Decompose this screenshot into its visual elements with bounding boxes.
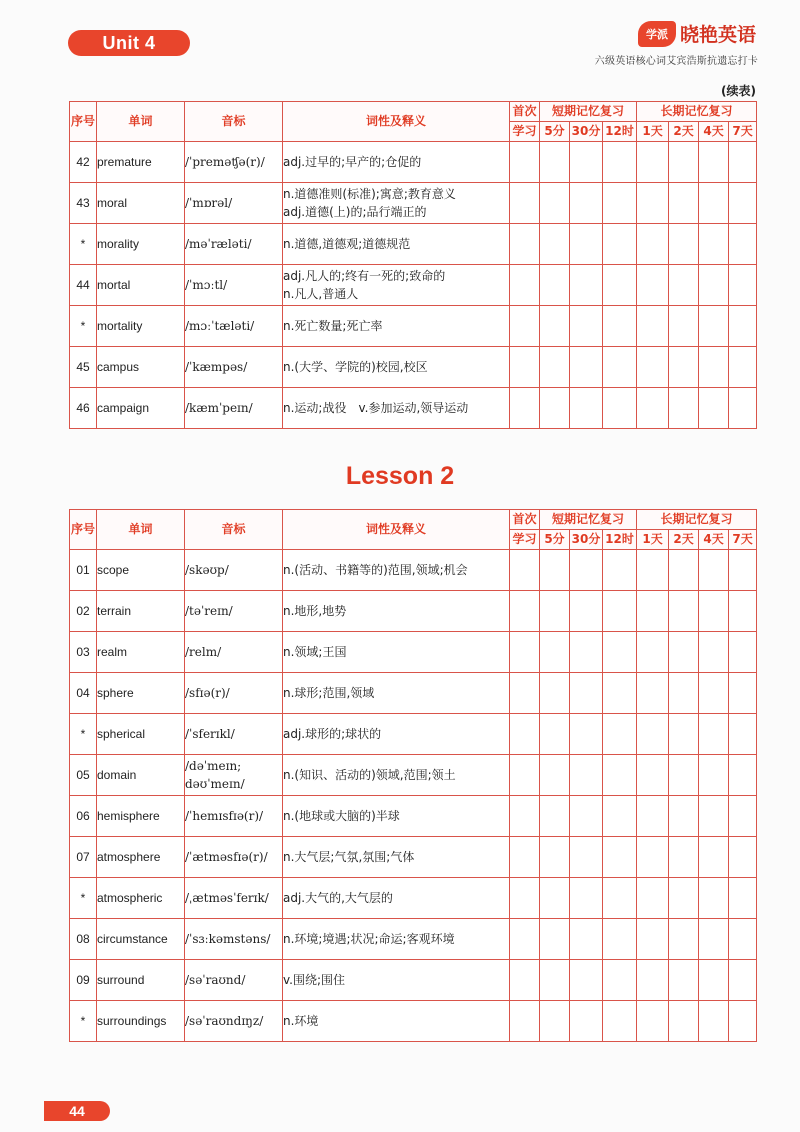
review-checkbox-cell[interactable] — [699, 714, 729, 755]
row-phonetic: /ˌætməsˈferɪk/ — [185, 878, 283, 919]
review-checkbox-cell[interactable] — [540, 142, 570, 183]
row-number: 45 — [70, 347, 97, 388]
review-checkbox-cell[interactable] — [540, 878, 570, 919]
table-row — [70, 878, 757, 919]
table-row — [70, 632, 757, 673]
review-checkbox-cell[interactable] — [570, 183, 603, 224]
review-checkbox-cell[interactable] — [699, 550, 729, 591]
row-definition: n.球形;范围,领域 — [283, 673, 510, 714]
review-checkbox-cell[interactable] — [729, 550, 757, 591]
row-definition: n.(地球或大脑的)半球 — [283, 796, 510, 837]
header-interval: 30分 — [570, 530, 603, 550]
review-checkbox-cell[interactable] — [637, 388, 669, 429]
row-word: premature — [97, 142, 185, 183]
review-checkbox-cell[interactable] — [603, 388, 637, 429]
review-checkbox-cell[interactable] — [699, 919, 729, 960]
row-word: sphere — [97, 673, 185, 714]
table-row — [70, 960, 757, 1001]
review-checkbox-cell[interactable] — [510, 714, 540, 755]
row-number: 43 — [70, 183, 97, 224]
header-interval: 5分 — [540, 122, 570, 142]
header-interval: 2天 — [669, 530, 699, 550]
review-checkbox-cell[interactable] — [669, 347, 699, 388]
review-checkbox-cell[interactable] — [603, 632, 637, 673]
review-checkbox-cell[interactable] — [510, 388, 540, 429]
vocab-table-2 — [69, 509, 757, 1042]
review-checkbox-cell[interactable] — [570, 591, 603, 632]
review-checkbox-cell[interactable] — [729, 632, 757, 673]
review-checkbox-cell[interactable] — [570, 632, 603, 673]
row-number: 03 — [70, 632, 97, 673]
row-number: 06 — [70, 796, 97, 837]
row-number: 05 — [70, 755, 97, 796]
row-word: campaign — [97, 388, 185, 429]
review-checkbox-cell[interactable] — [603, 960, 637, 1001]
review-checkbox-cell[interactable] — [669, 550, 699, 591]
review-checkbox-cell[interactable] — [570, 673, 603, 714]
review-checkbox-cell[interactable] — [540, 591, 570, 632]
row-phonetic: /təˈreɪn/ — [185, 591, 283, 632]
row-word: terrain — [97, 591, 185, 632]
row-phonetic: /ˈmɒrəl/ — [185, 183, 283, 224]
table-row — [70, 550, 757, 591]
header-short-term: 短期记忆复习 — [540, 510, 637, 530]
header-definition: 词性及释义 — [283, 102, 510, 142]
review-checkbox-cell[interactable] — [603, 306, 637, 347]
row-number: * — [70, 714, 97, 755]
review-checkbox-cell[interactable] — [540, 755, 570, 796]
review-checkbox-cell[interactable] — [699, 224, 729, 265]
review-checkbox-cell[interactable] — [669, 919, 699, 960]
header-long-term: 长期记忆复习 — [637, 510, 757, 530]
review-checkbox-cell[interactable] — [699, 878, 729, 919]
review-checkbox-cell[interactable] — [510, 183, 540, 224]
brand — [638, 20, 756, 47]
header-word: 单词 — [97, 510, 185, 550]
review-checkbox-cell[interactable] — [540, 960, 570, 1001]
row-phonetic: /ˈhemɪsfɪə(r)/ — [185, 796, 283, 837]
review-checkbox-cell[interactable] — [510, 1001, 540, 1042]
review-checkbox-cell[interactable] — [510, 306, 540, 347]
review-checkbox-cell[interactable] — [729, 837, 757, 878]
review-checkbox-cell[interactable] — [729, 388, 757, 429]
header-short-term: 短期记忆复习 — [540, 102, 637, 122]
header-interval: 12时 — [603, 122, 637, 142]
row-phonetic: /ˈkæmpəs/ — [185, 347, 283, 388]
row-number: 44 — [70, 265, 97, 306]
review-checkbox-cell[interactable] — [510, 347, 540, 388]
review-checkbox-cell[interactable] — [669, 265, 699, 306]
review-checkbox-cell[interactable] — [603, 673, 637, 714]
review-checkbox-cell[interactable] — [570, 388, 603, 429]
header-definition: 词性及释义 — [283, 510, 510, 550]
row-phonetic: /relm/ — [185, 632, 283, 673]
review-checkbox-cell[interactable] — [699, 347, 729, 388]
row-definition: v.围绕;围住 — [283, 960, 510, 1001]
review-checkbox-cell[interactable] — [699, 183, 729, 224]
review-checkbox-cell[interactable] — [699, 306, 729, 347]
continued-label: (续表) — [721, 84, 756, 98]
review-checkbox-cell[interactable] — [669, 306, 699, 347]
review-checkbox-cell[interactable] — [570, 142, 603, 183]
header-first-study-bottom: 学习 — [510, 530, 540, 550]
row-definition: adj.球形的;球状的 — [283, 714, 510, 755]
review-checkbox-cell[interactable] — [729, 142, 757, 183]
review-checkbox-cell[interactable] — [570, 347, 603, 388]
review-checkbox-cell[interactable] — [540, 265, 570, 306]
review-checkbox-cell[interactable] — [540, 673, 570, 714]
table-row — [70, 265, 757, 306]
review-checkbox-cell[interactable] — [637, 632, 669, 673]
review-checkbox-cell[interactable] — [699, 796, 729, 837]
review-checkbox-cell[interactable] — [669, 142, 699, 183]
lesson-title: Lesson 2 — [345, 462, 455, 490]
header-num: 序号 — [70, 102, 97, 142]
review-checkbox-cell[interactable] — [570, 714, 603, 755]
row-definition: n.死亡数量;死亡率 — [283, 306, 510, 347]
row-phonetic: /səˈraʊnd/ — [185, 960, 283, 1001]
review-checkbox-cell[interactable] — [669, 388, 699, 429]
review-checkbox-cell[interactable] — [637, 142, 669, 183]
review-checkbox-cell[interactable] — [540, 388, 570, 429]
row-phonetic: /skəʊp/ — [185, 550, 283, 591]
row-definition: adj.过早的;早产的;仓促的 — [283, 142, 510, 183]
review-checkbox-cell[interactable] — [669, 591, 699, 632]
review-checkbox-cell[interactable] — [669, 837, 699, 878]
row-definition: n.环境 — [283, 1001, 510, 1042]
review-checkbox-cell[interactable] — [669, 714, 699, 755]
row-phonetic: /ˈsɜːkəmstəns/ — [185, 919, 283, 960]
row-definition: n.领域;王国 — [283, 632, 510, 673]
header-interval: 12时 — [603, 530, 637, 550]
review-checkbox-cell[interactable] — [729, 960, 757, 1001]
review-checkbox-cell[interactable] — [540, 347, 570, 388]
review-checkbox-cell[interactable] — [510, 265, 540, 306]
review-checkbox-cell[interactable] — [729, 919, 757, 960]
review-checkbox-cell[interactable] — [510, 837, 540, 878]
review-checkbox-cell[interactable] — [637, 224, 669, 265]
row-word: realm — [97, 632, 185, 673]
row-definition: n.道德,道德观;道德规范 — [283, 224, 510, 265]
review-checkbox-cell[interactable] — [637, 714, 669, 755]
row-number: 01 — [70, 550, 97, 591]
row-word: scope — [97, 550, 185, 591]
review-checkbox-cell[interactable] — [729, 183, 757, 224]
row-word: mortal — [97, 265, 185, 306]
row-definition: adj.凡人的;终有一死的;致命的 n.凡人,普通人 — [283, 265, 510, 306]
row-definition: n.(大学、学院的)校园,校区 — [283, 347, 510, 388]
table-row — [70, 714, 757, 755]
review-checkbox-cell[interactable] — [637, 919, 669, 960]
row-word: atmospheric — [97, 878, 185, 919]
row-phonetic: /sfɪə(r)/ — [185, 673, 283, 714]
review-checkbox-cell[interactable] — [729, 1001, 757, 1042]
review-checkbox-cell[interactable] — [729, 755, 757, 796]
header-interval: 2天 — [669, 122, 699, 142]
review-checkbox-cell[interactable] — [699, 755, 729, 796]
review-checkbox-cell[interactable] — [540, 306, 570, 347]
row-number: * — [70, 306, 97, 347]
header-interval: 5分 — [540, 530, 570, 550]
header-first-study-bottom: 学习 — [510, 122, 540, 142]
review-checkbox-cell[interactable] — [637, 550, 669, 591]
review-checkbox-cell[interactable] — [510, 591, 540, 632]
review-checkbox-cell[interactable] — [669, 796, 699, 837]
review-checkbox-cell[interactable] — [540, 1001, 570, 1042]
review-checkbox-cell[interactable] — [669, 224, 699, 265]
review-checkbox-cell[interactable] — [637, 796, 669, 837]
row-definition: adj.大气的,大气层的 — [283, 878, 510, 919]
review-checkbox-cell[interactable] — [603, 183, 637, 224]
review-checkbox-cell[interactable] — [637, 183, 669, 224]
review-checkbox-cell[interactable] — [540, 183, 570, 224]
row-word: campus — [97, 347, 185, 388]
review-checkbox-cell[interactable] — [540, 837, 570, 878]
row-number: 02 — [70, 591, 97, 632]
review-checkbox-cell[interactable] — [603, 714, 637, 755]
row-phonetic: /məˈræləti/ — [185, 224, 283, 265]
row-word: moral — [97, 183, 185, 224]
row-definition: n.(活动、书籍等的)范围,领域;机会 — [283, 550, 510, 591]
header-long-term: 长期记忆复习 — [637, 102, 757, 122]
review-checkbox-cell[interactable] — [699, 632, 729, 673]
row-phonetic: /ˈmɔːtl/ — [185, 265, 283, 306]
table-row — [70, 347, 757, 388]
row-phonetic: /kæmˈpeɪn/ — [185, 388, 283, 429]
vocab-table-2-body — [70, 550, 757, 1042]
review-checkbox-cell[interactable] — [699, 591, 729, 632]
header-interval: 1天 — [637, 122, 669, 142]
review-checkbox-cell[interactable] — [570, 265, 603, 306]
review-checkbox-cell[interactable] — [510, 878, 540, 919]
review-checkbox-cell[interactable] — [510, 960, 540, 1001]
review-checkbox-cell[interactable] — [540, 796, 570, 837]
row-number: 04 — [70, 673, 97, 714]
row-definition: n.道德准则(标准);寓意;教育意义 adj.道德(上)的;品行端正的 — [283, 183, 510, 224]
row-number: 08 — [70, 919, 97, 960]
row-word: circumstance — [97, 919, 185, 960]
row-word: surroundings — [97, 1001, 185, 1042]
review-checkbox-cell[interactable] — [570, 919, 603, 960]
review-checkbox-cell[interactable] — [570, 837, 603, 878]
brand-tagline: 六级英语核心词艾宾浩斯抗遗忘打卡 — [594, 56, 758, 67]
review-checkbox-cell[interactable] — [699, 388, 729, 429]
header-num: 序号 — [70, 510, 97, 550]
row-number: * — [70, 878, 97, 919]
table-row — [70, 142, 757, 183]
brand-logo-icon: 学派 — [638, 21, 676, 47]
review-checkbox-cell[interactable] — [510, 755, 540, 796]
review-checkbox-cell[interactable] — [570, 960, 603, 1001]
review-checkbox-cell[interactable] — [637, 673, 669, 714]
review-checkbox-cell[interactable] — [637, 265, 669, 306]
review-checkbox-cell[interactable] — [510, 919, 540, 960]
row-phonetic: /ˈætməsfɪə(r)/ — [185, 837, 283, 878]
review-checkbox-cell[interactable] — [510, 550, 540, 591]
review-checkbox-cell[interactable] — [699, 142, 729, 183]
review-checkbox-cell[interactable] — [699, 960, 729, 1001]
review-checkbox-cell[interactable] — [603, 837, 637, 878]
review-checkbox-cell[interactable] — [570, 550, 603, 591]
row-definition: n.环境;境遇;状况;命运;客观环境 — [283, 919, 510, 960]
review-checkbox-cell[interactable] — [637, 878, 669, 919]
review-checkbox-cell[interactable] — [637, 591, 669, 632]
review-checkbox-cell[interactable] — [603, 591, 637, 632]
review-checkbox-cell[interactable] — [603, 142, 637, 183]
table-row — [70, 919, 757, 960]
row-phonetic: /ˈpreməʧə(r)/ — [185, 142, 283, 183]
review-checkbox-cell[interactable] — [510, 796, 540, 837]
review-checkbox-cell[interactable] — [669, 878, 699, 919]
row-word: mortality — [97, 306, 185, 347]
header-word: 单词 — [97, 102, 185, 142]
brand-name: 晓艳英语 — [679, 24, 756, 46]
table-row — [70, 224, 757, 265]
table-row — [70, 796, 757, 837]
review-checkbox-cell[interactable] — [570, 878, 603, 919]
review-checkbox-cell[interactable] — [540, 714, 570, 755]
table-row — [70, 755, 757, 796]
row-definition: n.(知识、活动的)领域,范围;领土 — [283, 755, 510, 796]
row-phonetic: /səˈraʊndɪŋz/ — [185, 1001, 283, 1042]
review-checkbox-cell[interactable] — [669, 183, 699, 224]
header-phonetic: 音标 — [185, 102, 283, 142]
header-phonetic: 音标 — [185, 510, 283, 550]
row-definition: n.地形,地势 — [283, 591, 510, 632]
row-word: morality — [97, 224, 185, 265]
table-row — [70, 591, 757, 632]
header-interval: 7天 — [729, 122, 757, 142]
review-checkbox-cell[interactable] — [570, 1001, 603, 1042]
table-row — [70, 306, 757, 347]
vocab-table-1 — [69, 101, 757, 429]
row-phonetic: /mɔːˈtæləti/ — [185, 306, 283, 347]
review-checkbox-cell[interactable] — [603, 550, 637, 591]
row-phonetic: /ˈsferɪkl/ — [185, 714, 283, 755]
table-row — [70, 388, 757, 429]
review-checkbox-cell[interactable] — [603, 1001, 637, 1042]
review-checkbox-cell[interactable] — [603, 878, 637, 919]
review-checkbox-cell[interactable] — [699, 1001, 729, 1042]
row-phonetic: /dəˈmeɪn; dəʊˈmeɪn/ — [185, 755, 283, 796]
row-number: 07 — [70, 837, 97, 878]
page-number: 44 — [44, 1101, 110, 1121]
review-checkbox-cell[interactable] — [637, 347, 669, 388]
review-checkbox-cell[interactable] — [570, 306, 603, 347]
review-checkbox-cell[interactable] — [510, 142, 540, 183]
review-checkbox-cell[interactable] — [570, 796, 603, 837]
review-checkbox-cell[interactable] — [540, 224, 570, 265]
review-checkbox-cell[interactable] — [603, 919, 637, 960]
row-word: surround — [97, 960, 185, 1001]
review-checkbox-cell[interactable] — [729, 347, 757, 388]
review-checkbox-cell[interactable] — [699, 673, 729, 714]
vocab-table-1-body — [70, 142, 757, 429]
review-checkbox-cell[interactable] — [729, 878, 757, 919]
review-checkbox-cell[interactable] — [603, 224, 637, 265]
table-row — [70, 1001, 757, 1042]
review-checkbox-cell[interactable] — [570, 224, 603, 265]
header-first-study-top: 首次 — [510, 510, 540, 530]
review-checkbox-cell[interactable] — [603, 796, 637, 837]
row-number: 09 — [70, 960, 97, 1001]
review-checkbox-cell[interactable] — [540, 550, 570, 591]
review-checkbox-cell[interactable] — [637, 837, 669, 878]
review-checkbox-cell[interactable] — [729, 714, 757, 755]
review-checkbox-cell[interactable] — [669, 960, 699, 1001]
review-checkbox-cell[interactable] — [669, 755, 699, 796]
review-checkbox-cell[interactable] — [637, 306, 669, 347]
row-number: * — [70, 224, 97, 265]
row-word: hemisphere — [97, 796, 185, 837]
row-word: domain — [97, 755, 185, 796]
review-checkbox-cell[interactable] — [603, 265, 637, 306]
row-definition: n.大气层;气氛,氛围;气体 — [283, 837, 510, 878]
header-interval: 7天 — [729, 530, 757, 550]
review-checkbox-cell[interactable] — [729, 224, 757, 265]
row-number: 46 — [70, 388, 97, 429]
review-checkbox-cell[interactable] — [637, 960, 669, 1001]
row-number: * — [70, 1001, 97, 1042]
review-checkbox-cell[interactable] — [510, 224, 540, 265]
review-checkbox-cell[interactable] — [603, 347, 637, 388]
review-checkbox-cell[interactable] — [570, 755, 603, 796]
review-checkbox-cell[interactable] — [669, 1001, 699, 1042]
review-checkbox-cell[interactable] — [729, 306, 757, 347]
review-checkbox-cell[interactable] — [603, 755, 637, 796]
header-interval: 4天 — [699, 530, 729, 550]
review-checkbox-cell[interactable] — [540, 919, 570, 960]
table-row — [70, 837, 757, 878]
header-interval: 30分 — [570, 122, 603, 142]
review-checkbox-cell[interactable] — [729, 796, 757, 837]
review-checkbox-cell[interactable] — [699, 265, 729, 306]
table-row — [70, 183, 757, 224]
review-checkbox-cell[interactable] — [637, 755, 669, 796]
table-row — [70, 673, 757, 714]
row-word: atmosphere — [97, 837, 185, 878]
review-checkbox-cell[interactable] — [729, 673, 757, 714]
review-checkbox-cell[interactable] — [669, 632, 699, 673]
row-number: 42 — [70, 142, 97, 183]
header-interval: 1天 — [637, 530, 669, 550]
review-checkbox-cell[interactable] — [699, 837, 729, 878]
review-checkbox-cell[interactable] — [510, 632, 540, 673]
review-checkbox-cell[interactable] — [637, 1001, 669, 1042]
row-word: spherical — [97, 714, 185, 755]
review-checkbox-cell[interactable] — [729, 591, 757, 632]
review-checkbox-cell[interactable] — [669, 673, 699, 714]
review-checkbox-cell[interactable] — [510, 673, 540, 714]
header-first-study-top: 首次 — [510, 102, 540, 122]
header-interval: 4天 — [699, 122, 729, 142]
review-checkbox-cell[interactable] — [540, 632, 570, 673]
review-checkbox-cell[interactable] — [729, 265, 757, 306]
row-definition: n.运动;战役 v.参加运动,领导运动 — [283, 388, 510, 429]
unit-badge: Unit 4 — [68, 30, 190, 56]
